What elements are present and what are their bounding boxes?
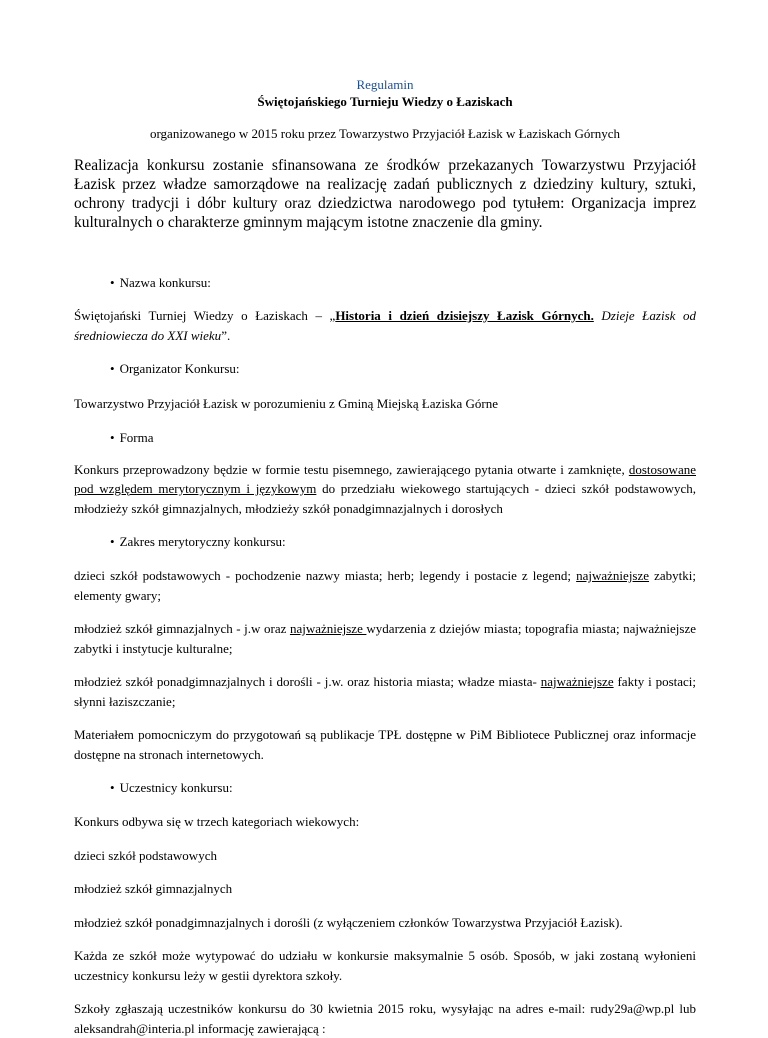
category-secondary: młodzież szkół ponadgimnazjalnych i dorośli (z wyłączeniem członków Towarzystwa Przyjaciół Łazisk).	[74, 914, 623, 930]
category-primary: dzieci szkół podstawowych	[74, 847, 217, 863]
text: młodzież szkół ponadgimnazjalnych i dorośli - j.w. oraz historia miasta; władze miasta-	[74, 674, 541, 689]
bullet-icon: •	[110, 780, 115, 795]
contest-title-bold: Historia i dzień dzisiejszy Łazisk Górnych.	[335, 308, 594, 323]
contest-name-paragraph	[74, 306, 696, 345]
document-label: Regulamin	[356, 77, 414, 92]
underlined-text: najważniejsze	[540, 674, 614, 689]
bullet-icon: •	[110, 429, 115, 445]
section-heading-participants	[110, 779, 696, 796]
registration-paragraph: Szkoły zgłaszają uczestników konkursu do 30 kwietnia 2015 roku, wysyłając na adres e-mail: rudy29a@wp.pl lub aleksandrah@interia.pl informację zawierającą :	[74, 1001, 696, 1036]
text: Konkurs przeprowadzony będzie w formie testu pisemnego, zawierającego pytania otwarte i zamknięte,	[74, 461, 629, 477]
section-heading-form	[110, 429, 696, 446]
text: młodzież szkół gimnazjalnych - j.w oraz	[74, 621, 290, 636]
underlined-text: dostosowane pod względem merytorycznym i językowym	[74, 461, 696, 496]
document-page	[74, 76, 696, 1038]
funding-paragraph: Realizacja konkursu zostanie sfinansowana ze środków przekazanych Towarzystwu Przyjaciół Łazisk przez władze samorządowe na realizację zadań publicznych z dziedziny kultury, sztuki, ochrony tradycji i dóbr kultury oraz dziedzictwa narodowego pod tytułem: Organizacja imprez kulturalnych o charakterze gminnym mającym istotne znaczenie dla gminy.	[74, 157, 696, 231]
text: Świętojański Turniej Wiedzy o Łaziskach – „	[74, 308, 336, 323]
underlined-text: najważniejsze	[576, 568, 650, 583]
participants-intro: Konkurs odbywa się w trzech kategoriach wiekowych:	[74, 814, 360, 829]
scope-primary-paragraph	[74, 566, 696, 605]
organizer-paragraph: Towarzystwo Przyjaciół Łazisk w porozumieniu z Gminą Miejską Łaziska Górne	[74, 396, 498, 411]
bullet-icon: •	[110, 534, 115, 549]
school-limit-paragraph: Każda ze szkół może wytypować do udziału w konkursie maksymalnie 5 osób. Sposób, w jaki zostaną wyłonieni uczestnicy konkursu leży w gestii dyrektora szkoły.	[74, 948, 696, 983]
text: wydarzenia z dziejów miasta; topografia miasta; najważniejsze zabytki i instytucje kulturalne;	[74, 621, 697, 656]
form-paragraph	[74, 460, 696, 519]
scope-secondary-paragraph	[74, 672, 696, 711]
heading-text: Forma	[119, 429, 154, 445]
bullet-icon: •	[110, 361, 115, 376]
text: zabytki; elementy gwary;	[74, 568, 696, 603]
section-heading-name	[110, 274, 696, 291]
category-middle: młodzież szkół gimnazjalnych	[74, 881, 233, 896]
underlined-text: najważniejsze	[289, 621, 367, 636]
contest-subtitle-italic: Dzieje Łazisk od średniowiecza do XXI wieku	[74, 308, 696, 343]
materials-paragraph: Materiałem pomocniczym do przygotowań są publikacje TPŁ dostępne w PiM Bibliotece Publicznej oraz informacje dostępne na stronach internetowych.	[74, 727, 696, 762]
heading-text: Organizator Konkursu:	[119, 361, 240, 376]
text: dzieci szkół podstawowych - pochodzenie nazwy miasta; herb; legendy i postacie z legend;	[74, 568, 577, 583]
organizer-line: organizowanego w 2015 roku przez Towarzystwo Przyjaciół Łazisk w Łaziskach Górnych	[149, 126, 621, 141]
heading-text: Uczestnicy konkursu:	[119, 780, 233, 795]
scope-middle-paragraph	[74, 619, 696, 658]
heading-text: Zakres merytoryczny konkursu:	[119, 534, 286, 549]
section-heading-organizer	[110, 360, 696, 377]
section-heading-scope	[110, 533, 696, 550]
text: fakty i postaci; słynni łaziszczanie;	[74, 674, 697, 709]
text: ”.	[221, 327, 231, 343]
document-title: Świętojańskiego Turnieju Wiedzy o Łaziskach	[257, 94, 513, 109]
bullet-icon: •	[110, 275, 115, 290]
text: do przedziału wiekowego startujących - dzieci szkół podstawowych, młodzieży szkół gimnazjalnych, młodzieży szkół ponadgimnazjalnych i dorosłych	[74, 481, 696, 516]
heading-text: Nazwa konkursu:	[119, 275, 211, 290]
